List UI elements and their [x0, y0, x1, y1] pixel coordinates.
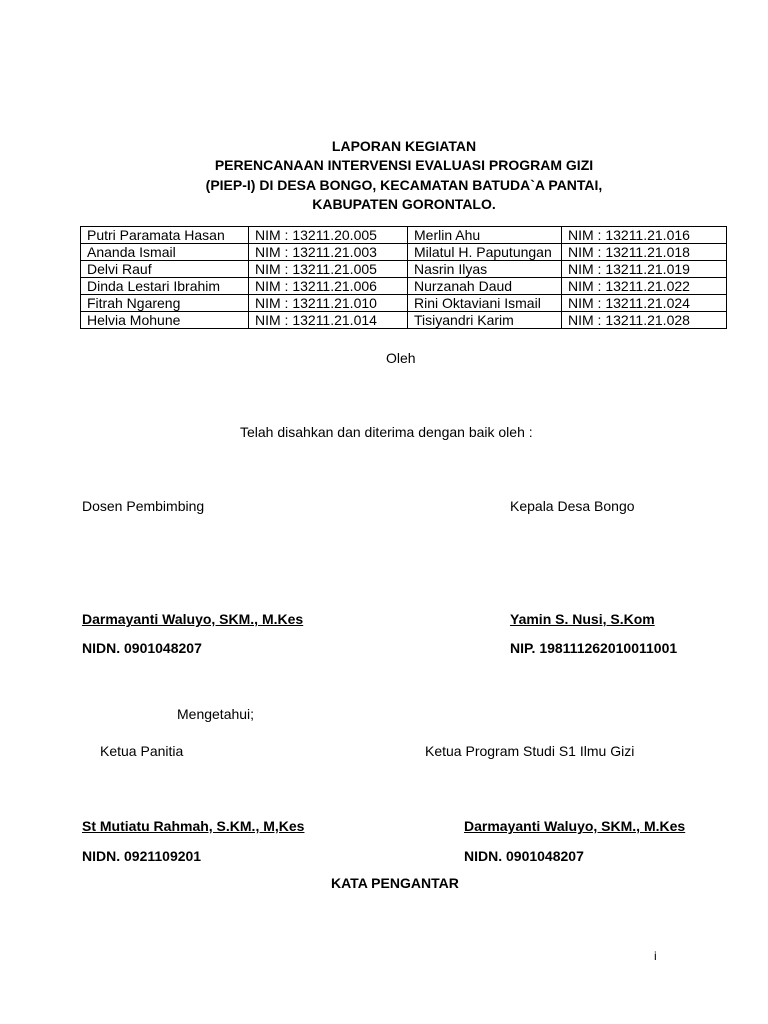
committee-chair-role: Ketua Panitia — [100, 743, 184, 759]
member-row — [81, 278, 727, 295]
program-head-role: Ketua Program Studi S1 Ilmu Gizi — [425, 743, 635, 759]
supervisor-nidn: NIDN. 0901048207 — [82, 640, 202, 656]
members-table — [80, 226, 727, 329]
village-head-name: Yamin S. Nusi, S.Kom — [510, 611, 655, 627]
member-nim: NIM : 13211.21.003 — [249, 244, 408, 261]
member-nim: NIM : 13211.21.024 — [562, 295, 727, 312]
member-name: Helvia Mohune — [81, 312, 249, 329]
member-name: Rini Oktaviani Ismail — [408, 295, 562, 312]
member-name: Nasrin Ilyas — [408, 261, 562, 278]
page-number: i — [654, 949, 657, 963]
supervisor-name: Darmayanti Waluyo, SKM., M.Kes — [82, 611, 304, 627]
member-nim: NIM : 13211.20.005 — [249, 227, 408, 244]
report-title-line-3: (PIEP-I) DI DESA BONGO, KECAMATAN BATUDA`A PANTAI, — [205, 177, 603, 193]
member-name: Ananda Ismail — [81, 244, 249, 261]
member-nim: NIM : 13211.21.028 — [562, 312, 727, 329]
member-name: Merlin Ahu — [408, 227, 562, 244]
committee-chair-nidn: NIDN. 0921109201 — [82, 848, 202, 864]
member-nim: NIM : 13211.21.022 — [562, 278, 727, 295]
member-name: Nurzanah Daud — [408, 278, 562, 295]
report-title-line-2: PERENCANAAN INTERVENSI EVALUASI PROGRAM GIZI — [214, 157, 594, 173]
mengetahui-label: Mengetahui; — [177, 706, 255, 722]
member-row — [81, 244, 727, 261]
oleh-label: Oleh — [386, 350, 416, 366]
member-nim: NIM : 13211.21.010 — [249, 295, 408, 312]
member-nim: NIM : 13211.21.018 — [562, 244, 727, 261]
member-name: Putri Paramata Hasan — [81, 227, 249, 244]
member-nim: NIM : 13211.21.016 — [562, 227, 727, 244]
member-row — [81, 227, 727, 244]
village-head-nip: NIP. 198111262010011001 — [510, 640, 678, 656]
report-title-line-1: LAPORAN KEGIATAN — [331, 138, 477, 154]
member-nim: NIM : 13211.21.006 — [249, 278, 408, 295]
approval-text: Telah disahkan dan diterima dengan baik oleh : — [240, 424, 533, 440]
member-name: Dinda Lestari Ibrahim — [81, 278, 249, 295]
member-name: Fitrah Ngareng — [81, 295, 249, 312]
program-head-nidn: NIDN. 0901048207 — [464, 848, 584, 864]
member-nim: NIM : 13211.21.014 — [249, 312, 408, 329]
member-row — [81, 312, 727, 329]
member-name: Tisiyandri Karim — [408, 312, 562, 329]
program-head-name: Darmayanti Waluyo, SKM., M.Kes — [464, 818, 686, 834]
section-heading: KATA PENGANTAR — [331, 875, 459, 891]
member-row — [81, 295, 727, 312]
member-name: Milatul H. Paputungan — [408, 244, 562, 261]
committee-chair-name: St Mutiatu Rahmah, S.KM., M,Kes — [82, 818, 305, 834]
village-head-role: Kepala Desa Bongo — [510, 498, 635, 514]
member-name: Delvi Rauf — [81, 261, 249, 278]
member-nim: NIM : 13211.21.005 — [249, 261, 408, 278]
member-row — [81, 261, 727, 278]
report-title-line-4: KABUPATEN GORONTALO. — [312, 196, 496, 212]
member-nim: NIM : 13211.21.019 — [562, 261, 727, 278]
supervisor-role: Dosen Pembimbing — [82, 498, 205, 514]
